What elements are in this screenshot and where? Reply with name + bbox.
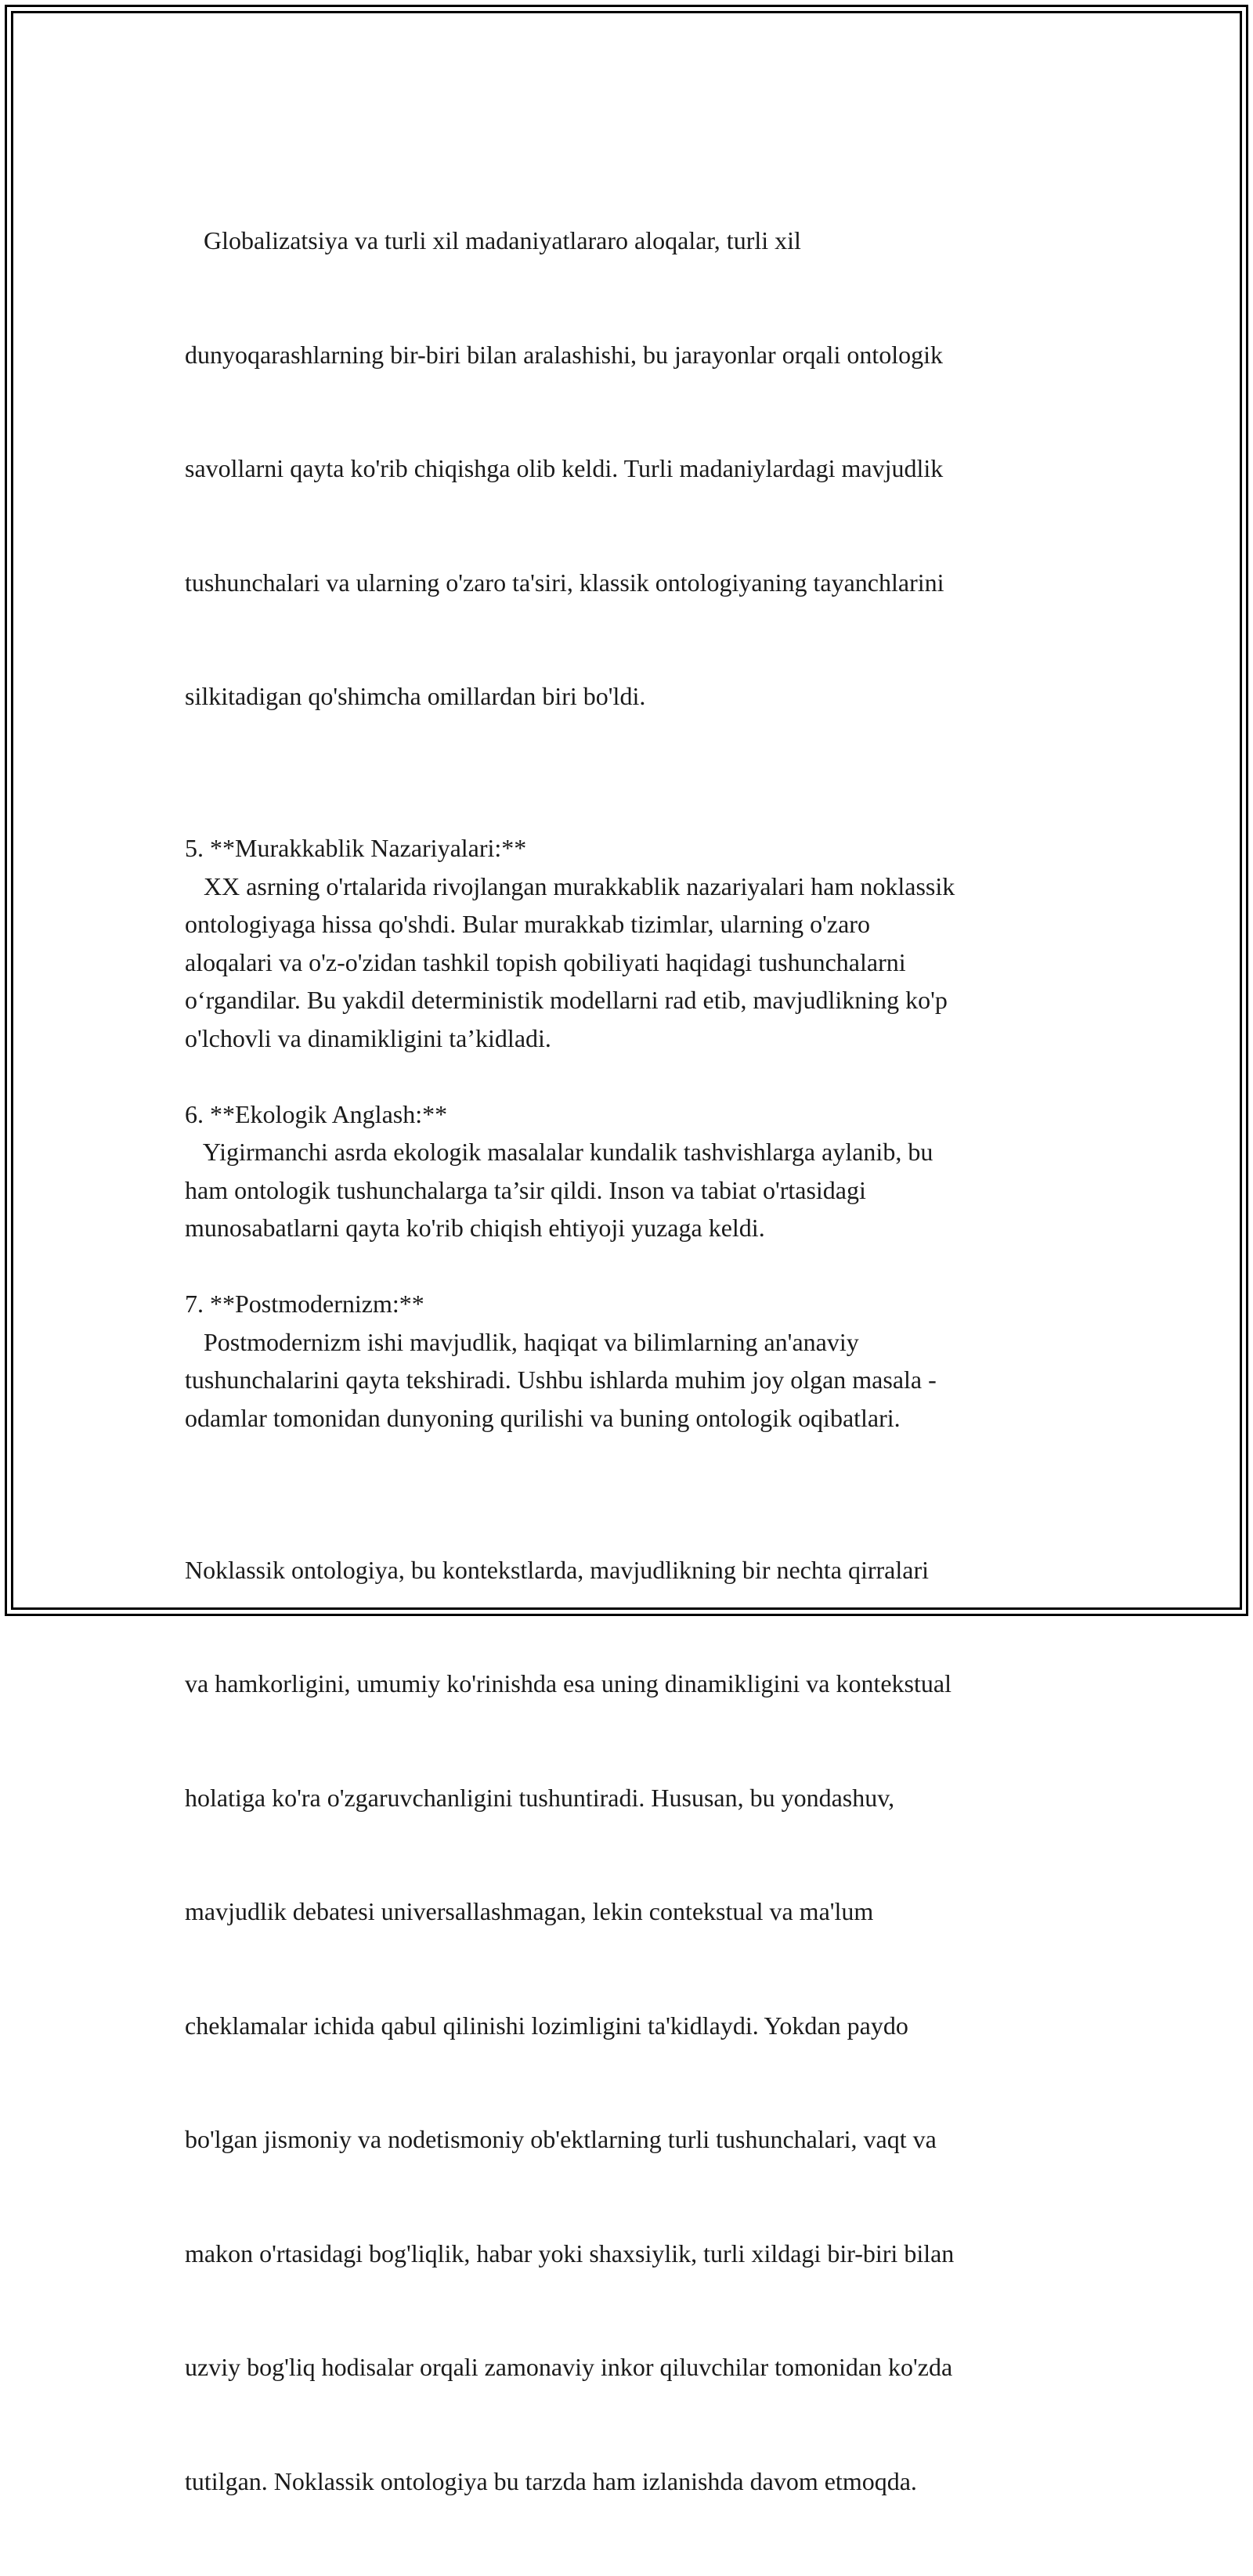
text-line: Noklassik ontologiya, bu kontekstlarda, mavjudlikning bir nechta qirralari xyxy=(185,1551,1078,1589)
paragraph-spacer xyxy=(185,1437,1078,1475)
text-line: savollarni qayta ko'rib chiqishga olib keldi. Turli madaniylardagi mavjudlik xyxy=(185,449,1078,488)
text-line: tushunchalari va ularning o'zaro ta'siri, klassik ontologiyaning tayanchlarini xyxy=(185,564,1078,602)
text-line: uzviy bog'liq hodisalar orqali zamonaviy inkor qiluvchilar tomonidan ko'zda xyxy=(185,2348,1078,2387)
section-heading: 5. **Murakkablik Nazariyalari:** xyxy=(185,829,1078,868)
text-line: Postmodernizm ishi mavjudlik, haqiqat va bilimlarning an'anaviy xyxy=(185,1323,1078,1362)
text-line: tushunchalarini qayta tekshiradi. Ushbu ishlarda muhim joy olgan masala - xyxy=(185,1361,1078,1399)
text-line: cheklamalar ichida qabul qilinishi lozimligini ta'kidlaydi. Yokdan paydo xyxy=(185,2007,1078,2045)
text-line: Yigirmanchi asrda ekologik masalalar kundalik tashvishlarga aylanib, bu xyxy=(185,1133,1078,1171)
text-line: aloqalari va o'z-o'zidan tashkil topish qobiliyati haqidagi tushunchalarni xyxy=(185,943,1078,982)
document-body xyxy=(185,146,1078,2576)
section-heading: 6. **Ekologik Anglash:** xyxy=(185,1095,1078,1134)
text-line: o‘rgandilar. Bu yakdil deterministik modellarni rad etib, mavjudlikning ko'p xyxy=(185,981,1078,1019)
text-line: holatiga ko'ra o'zgaruvchanligini tushuntiradi. Hususan, bu yondashuv, xyxy=(185,1779,1078,1817)
paragraph-spacer xyxy=(185,792,1078,830)
paragraph-noklassik xyxy=(185,1475,1078,2576)
paragraph-spacer xyxy=(185,1057,1078,1095)
text-line: ontologiyaga hissa qo'shdi. Bular murakkab tizimlar, ularning o'zaro xyxy=(185,905,1078,943)
text-line: munosabatlarni qayta ko'rib chiqish ehtiyoji yuzaga keldi. xyxy=(185,1209,1078,1247)
text-line: silkitadigan qo'shimcha omillardan biri bo'ldi. xyxy=(185,677,1078,716)
text-line: makon o'rtasidagi bog'liqlik, habar yoki shaxsiylik, turli xildagi bir-biri bilan xyxy=(185,2235,1078,2273)
text-line: odamlar tomonidan dunyoning qurilishi va buning ontologik oqibatlari. xyxy=(185,1399,1078,1438)
text-line: dunyoqarashlarning bir-biri bilan aralashishi, bu jarayonlar orqali ontologik xyxy=(185,336,1078,374)
text-line: o'lchovli va dinamikligini ta’kidladi. xyxy=(185,1019,1078,1058)
text-line: Globalizatsiya va turli xil madaniyatlararo aloqalar, turli xil xyxy=(185,222,1078,260)
text-line: tutilgan. Noklassik ontologiya bu tarzda ham izlanishda davom etmoqda. xyxy=(185,2462,1078,2501)
text-line: XX asrning o'rtalarida rivojlangan murakkablik nazariyalari ham noklassik xyxy=(185,868,1078,906)
section-heading: 7. **Postmodernizm:** xyxy=(185,1285,1078,1323)
text-line: bo'lgan jismoniy va nodetismoniy ob'ektlarning turli tushunchalari, vaqt va xyxy=(185,2120,1078,2159)
section-postmodernizm xyxy=(185,1285,1078,1437)
text-line: ham ontologik tushunchalarga ta’sir qildi. Inson va tabiat o'rtasidagi xyxy=(185,1171,1078,1210)
section-murakkablik xyxy=(185,829,1078,1057)
section-ekologik xyxy=(185,1095,1078,1247)
text-line: va hamkorligini, umumiy ko'rinishda esa uning dinamikligini va kontekstual xyxy=(185,1665,1078,1703)
text-line: mavjudlik debatesi universallashmagan, lekin contekstual va ma'lum xyxy=(185,1892,1078,1931)
paragraph-globalizatsiya xyxy=(185,146,1078,792)
paragraph-spacer xyxy=(185,1247,1078,1286)
